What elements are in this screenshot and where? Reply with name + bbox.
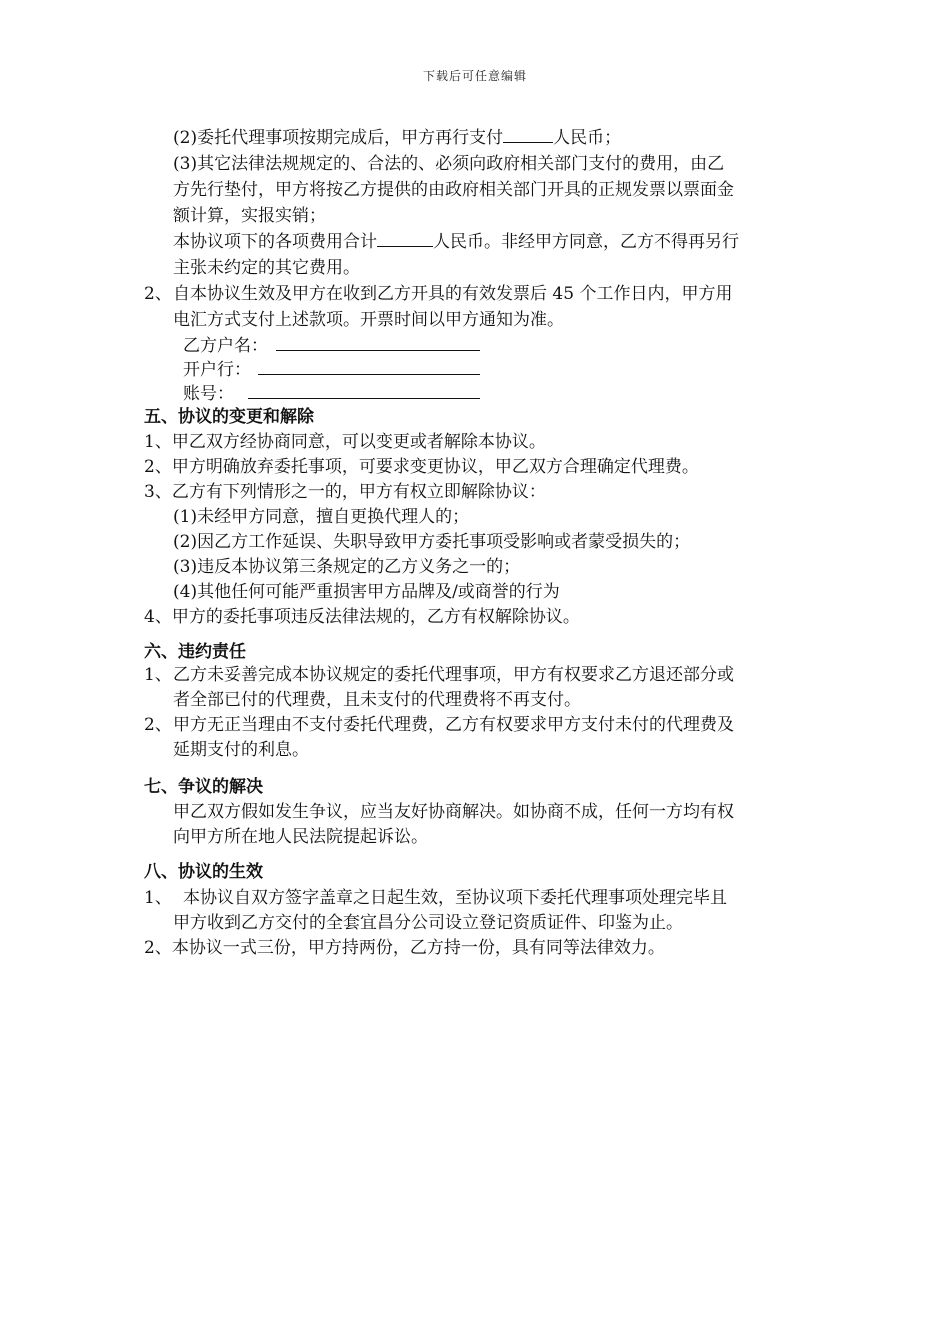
section-5-title: 五、协议的变更和解除 xyxy=(144,407,314,427)
payment-clause-2-line-2: 电汇方式支付上述款项。开票时间以甲方通知为准。 xyxy=(173,310,564,330)
section-6-clause-1-line-2: 者全部已付的代理费，且未支付的代理费将不再支付。 xyxy=(173,690,581,710)
total-fee-line xyxy=(173,230,739,254)
total-fee-text: 本协议项下的各项费用合计 xyxy=(173,232,377,252)
total-amount-blank[interactable] xyxy=(377,230,433,247)
section-8-clause-2: 2、本协议一式三份，甲方持两份，乙方持一份，具有同等法律效力。 xyxy=(144,938,665,958)
account-number-blank[interactable] xyxy=(248,398,480,399)
section-7-line-1: 甲乙双方假如发生争议，应当友好协商解决。如协商不成，任何一方均有权 xyxy=(173,802,734,822)
section-7-title: 七、争议的解决 xyxy=(144,777,263,797)
section-5-clause-4: 4、甲方的委托事项违反法律法规的，乙方有权解除协议。 xyxy=(144,607,580,627)
section-5-sub-2: (2)因乙方工作延误、失职导致甲方委托事项受影响或者蒙受损失的； xyxy=(173,532,691,552)
payment-item-3-line-3: 额计算，实报实销； xyxy=(173,206,326,226)
section-6-clause-2-line-2: 延期支付的利息。 xyxy=(173,740,309,760)
account-name-label: 乙方户名： xyxy=(183,336,268,356)
section-8-title: 八、协议的生效 xyxy=(144,862,263,882)
payment-clause-2-number: 2、 xyxy=(144,284,172,304)
section-8-clause-1-line-2: 甲方收到乙方交付的全套宜昌分公司设立登记资质证件、印鉴为止。 xyxy=(173,913,683,933)
section-6-clause-1-number: 1、 xyxy=(144,665,172,685)
section-8-clause-1-line-1: 本协议自双方签字盖章之日起生效，至协议项下委托代理事项处理完毕且 xyxy=(183,888,727,908)
section-5-sub-1: (1)未经甲方同意，擅自更换代理人的； xyxy=(173,507,470,527)
section-5-clause-1: 1、甲乙双方经协商同意，可以变更或者解除本协议。 xyxy=(144,432,546,452)
payment-item-2-text: (2)委托代理事项按期完成后，甲方再行支付 xyxy=(173,128,504,148)
payment-item-3-line-1: (3)其它法律法规规定的、合法的、必须向政府相关部门支付的费用，由乙 xyxy=(173,154,725,174)
total-fee-tail: 人民币。非经甲方同意，乙方不得再另行 xyxy=(433,232,739,252)
payment-item-2-unit: 人民币； xyxy=(553,128,622,148)
total-fee-line-2: 主张未约定的其它费用。 xyxy=(173,258,360,278)
section-6-clause-2-line-1: 甲方无正当理由不支付委托代理费，乙方有权要求甲方支付未付的代理费及 xyxy=(173,715,734,735)
section-5-sub-4: (4)其他任何可能严重损害甲方品牌及/或商誉的行为 xyxy=(173,582,560,602)
payment-item-3-line-2: 方先行垫付，甲方将按乙方提供的由政府相关部门开具的正规发票以票面金 xyxy=(173,180,734,200)
section-6-title: 六、违约责任 xyxy=(144,642,246,662)
bank-label: 开户行： xyxy=(183,360,251,380)
page-header: 下载后可任意编辑 xyxy=(422,69,527,83)
section-6-clause-1-line-1: 乙方未妥善完成本协议规定的委托代理事项，甲方有权要求乙方退还部分或 xyxy=(173,665,734,685)
account-name-blank[interactable] xyxy=(276,350,480,351)
section-5-sub-3: (3)违反本协议第三条规定的乙方义务之一的； xyxy=(173,557,521,577)
section-7-line-2: 向甲方所在地人民法院提起诉讼。 xyxy=(173,827,428,847)
section-5-clause-2: 2、甲方明确放弃委托事项，可要求变更协议，甲乙双方合理确定代理费。 xyxy=(144,457,699,477)
section-5-clause-3: 3、乙方有下列情形之一的，甲方有权立即解除协议： xyxy=(144,482,546,502)
section-6-clause-2-number: 2、 xyxy=(144,715,172,735)
bank-blank[interactable] xyxy=(258,374,480,375)
section-8-clause-1-number: 1、 xyxy=(144,888,172,908)
amount-blank[interactable] xyxy=(503,126,553,143)
payment-clause-2-line-1: 自本协议生效及甲方在收到乙方开具的有效发票后 45 个工作日内，甲方用 xyxy=(173,284,733,304)
account-number-label: 账号： xyxy=(183,384,234,404)
payment-item-2 xyxy=(173,126,621,150)
